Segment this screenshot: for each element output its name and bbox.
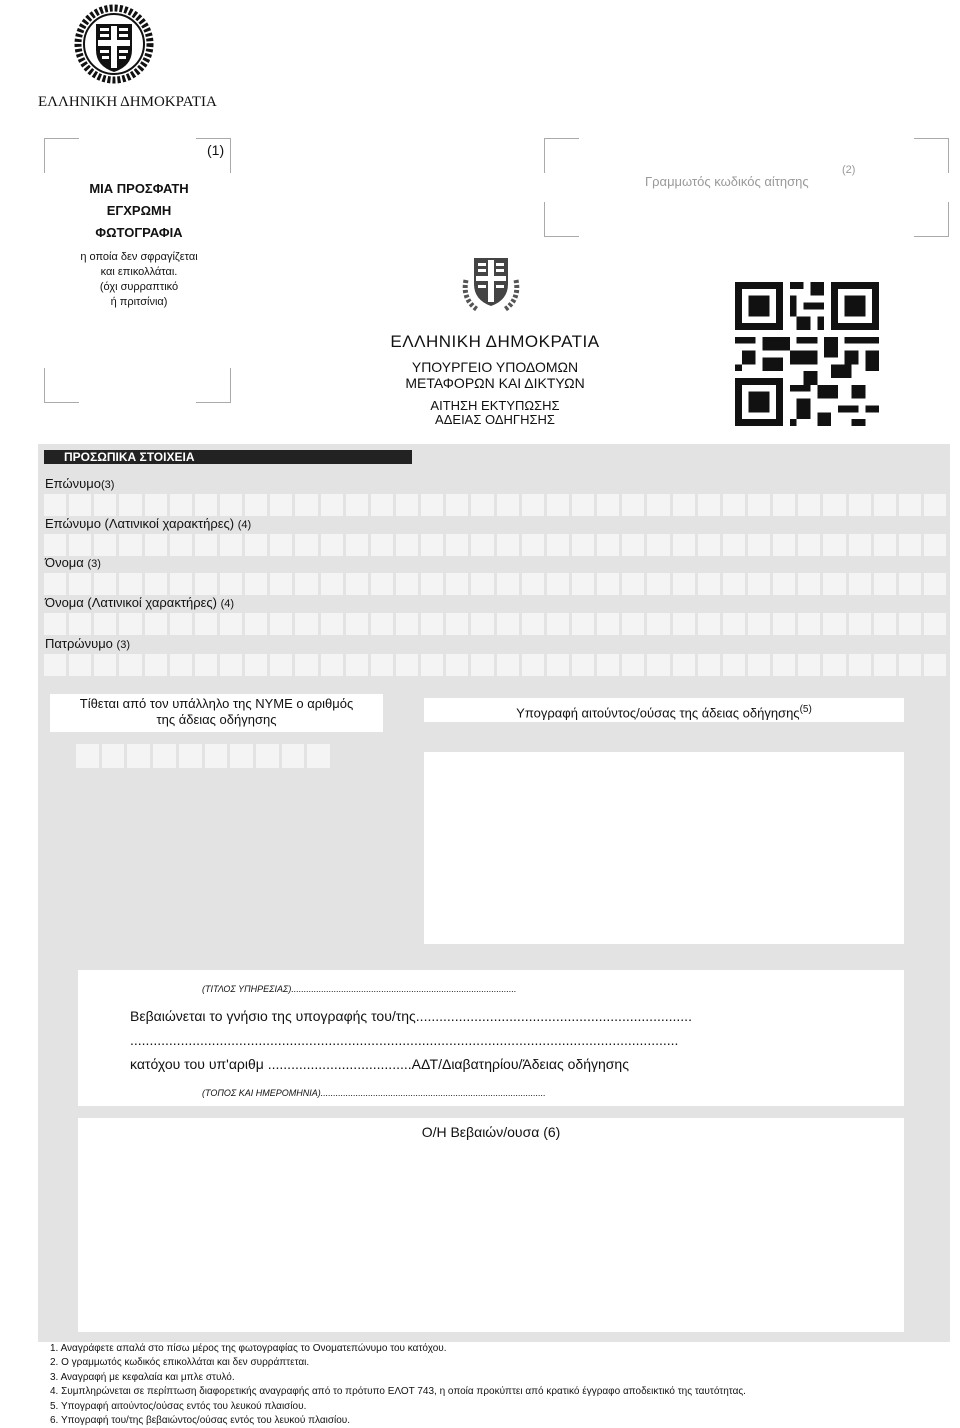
footnote: 6. Υπογραφή του/της βεβαιώντος/ούσας εντός του λευκού πλαισίου. — [50, 1415, 351, 1427]
footnotes — [50, 1342, 950, 1428]
ministry-name-1: ΥΠΟΥΡΓΕΙΟ ΥΠΟΔΟΜΩΝ — [411, 359, 579, 375]
barcode-number: (2) — [842, 164, 856, 176]
ministry-name-2: ΜΕΤΑΦΟΡΩΝ ΚΑΙ ΔΙΚΤΥΩΝ — [405, 375, 585, 391]
certifier-label: Ο/Η Βεβαιών/ουσα (6) — [421, 1124, 561, 1140]
photo-note: η οποία δεν σφραγίζεται και επικολλάται. (όχι συρραπτικό ή πριτσίνια) — [80, 251, 198, 308]
coat-of-arms-icon — [74, 4, 154, 84]
license-number-input[interactable] — [76, 744, 330, 768]
section-title: ΠΡΟΣΩΠΙΚΑ ΣΤΟΙΧΕΙΑ — [44, 450, 412, 464]
footnote: 2. Ο γραμμωτός κωδικός επικολλάται και δεν συρράπτεται. — [50, 1357, 310, 1369]
footnote: 3. Αναγραφή με κεφαλαία και μπλε στυλό. — [50, 1371, 235, 1383]
surname-input[interactable] — [44, 494, 946, 516]
footnote: 5. Υπογραφή αιτούντος/ούσας εντός του λευκού πλαισίου. — [50, 1400, 307, 1412]
certifier-signature-area[interactable] — [78, 1118, 904, 1332]
field-label-surname: Επώνυμο(3) — [45, 476, 115, 491]
footnote: 1. Αναγράφετε απαλά στο πίσω μέρος της φωτογραφίας το Ονοματεπώνυμο του κατόχου. — [50, 1343, 447, 1354]
coat-of-arms-icon — [456, 250, 526, 316]
certification-line: Βεβαιώνεται το γνήσιο της υπογραφής του/της....................................................................... — [130, 1008, 692, 1024]
surname-latin-input[interactable] — [44, 534, 946, 556]
certification-box — [78, 970, 904, 1106]
place-date-line: (ΤΟΠΟΣ ΚΑΙ ΗΜΕΡΟΜΗΝΙΑ).......................................................................................... — [202, 1088, 546, 1098]
field-label-father-name: Πατρώνυμο (3) — [45, 636, 130, 651]
document-title-2: ΑΔΕΙΑΣ ΟΔΗΓΗΣΗΣ — [435, 412, 555, 427]
ministry-header — [330, 332, 660, 426]
license-number-label: Τίθεται από τον υπάλληλο της ΝΥΜΕ ο αριθμός της άδειας οδήγησης — [50, 694, 383, 732]
field-label-surname-latin: Επώνυμο (Λατινικοί χαρακτήρες) (4) — [45, 516, 252, 531]
service-title-line: (ΤΙΤΛΟΣ ΥΠΗΡΕΣΙΑΣ).......................................................................................... — [202, 984, 517, 994]
document-title-1: ΑΙΤΗΣΗ ΕΚΤΥΠΩΣΗΣ — [430, 398, 560, 413]
photo-title: ΜΙΑ ΠΡΟΣΦΑΤΗ ΕΓΧΡΩΜΗ ΦΩΤΟΓΡΑΦΙΑ — [89, 181, 189, 240]
state-name: ΕΛΛΗΝΙΚΗ ΔΗΜΟΚΡΑΤΙΑ — [38, 94, 217, 110]
photo-number: (1) — [207, 142, 225, 158]
field-label-name-latin: Όνομα (Λατινικοί χαρακτήρες) (4) — [45, 595, 235, 610]
name-latin-input[interactable] — [44, 613, 946, 635]
father-name-input[interactable] — [44, 654, 946, 676]
ministry-state: ΕΛΛΗΝΙΚΗ ΔΗΜΟΚΡΑΤΙΑ — [390, 332, 600, 351]
field-label-name: Όνομα (3) — [45, 555, 101, 570]
barcode-label: Γραμμωτός κωδικός αίτησης — [645, 174, 809, 189]
qr-code — [730, 282, 884, 426]
applicant-signature-label: Υπογραφή αιτούντος/ούσας της άδειας οδήγησης$^{(5)}$ — [424, 698, 904, 722]
applicant-signature-area[interactable] — [424, 752, 904, 944]
holder-id-line: κατόχου του υπ'αριθμ .....................................ΑΔΤ/Διαβατηρίου/Άδειας οδήγησης — [130, 1056, 629, 1072]
footnote: 4. Συμπληρώνεται σε περίπτωση διαφορετικής αναγραφής από το πρότυπο ΕΛΟΤ 743, η οποία προκύπτει από κρατικό έγγραφο αποδεικτικό της ταυτότητας. — [50, 1386, 746, 1398]
name-input[interactable] — [44, 573, 946, 595]
certification-dotted-line: ............................................................................................................................................. — [130, 1032, 679, 1048]
